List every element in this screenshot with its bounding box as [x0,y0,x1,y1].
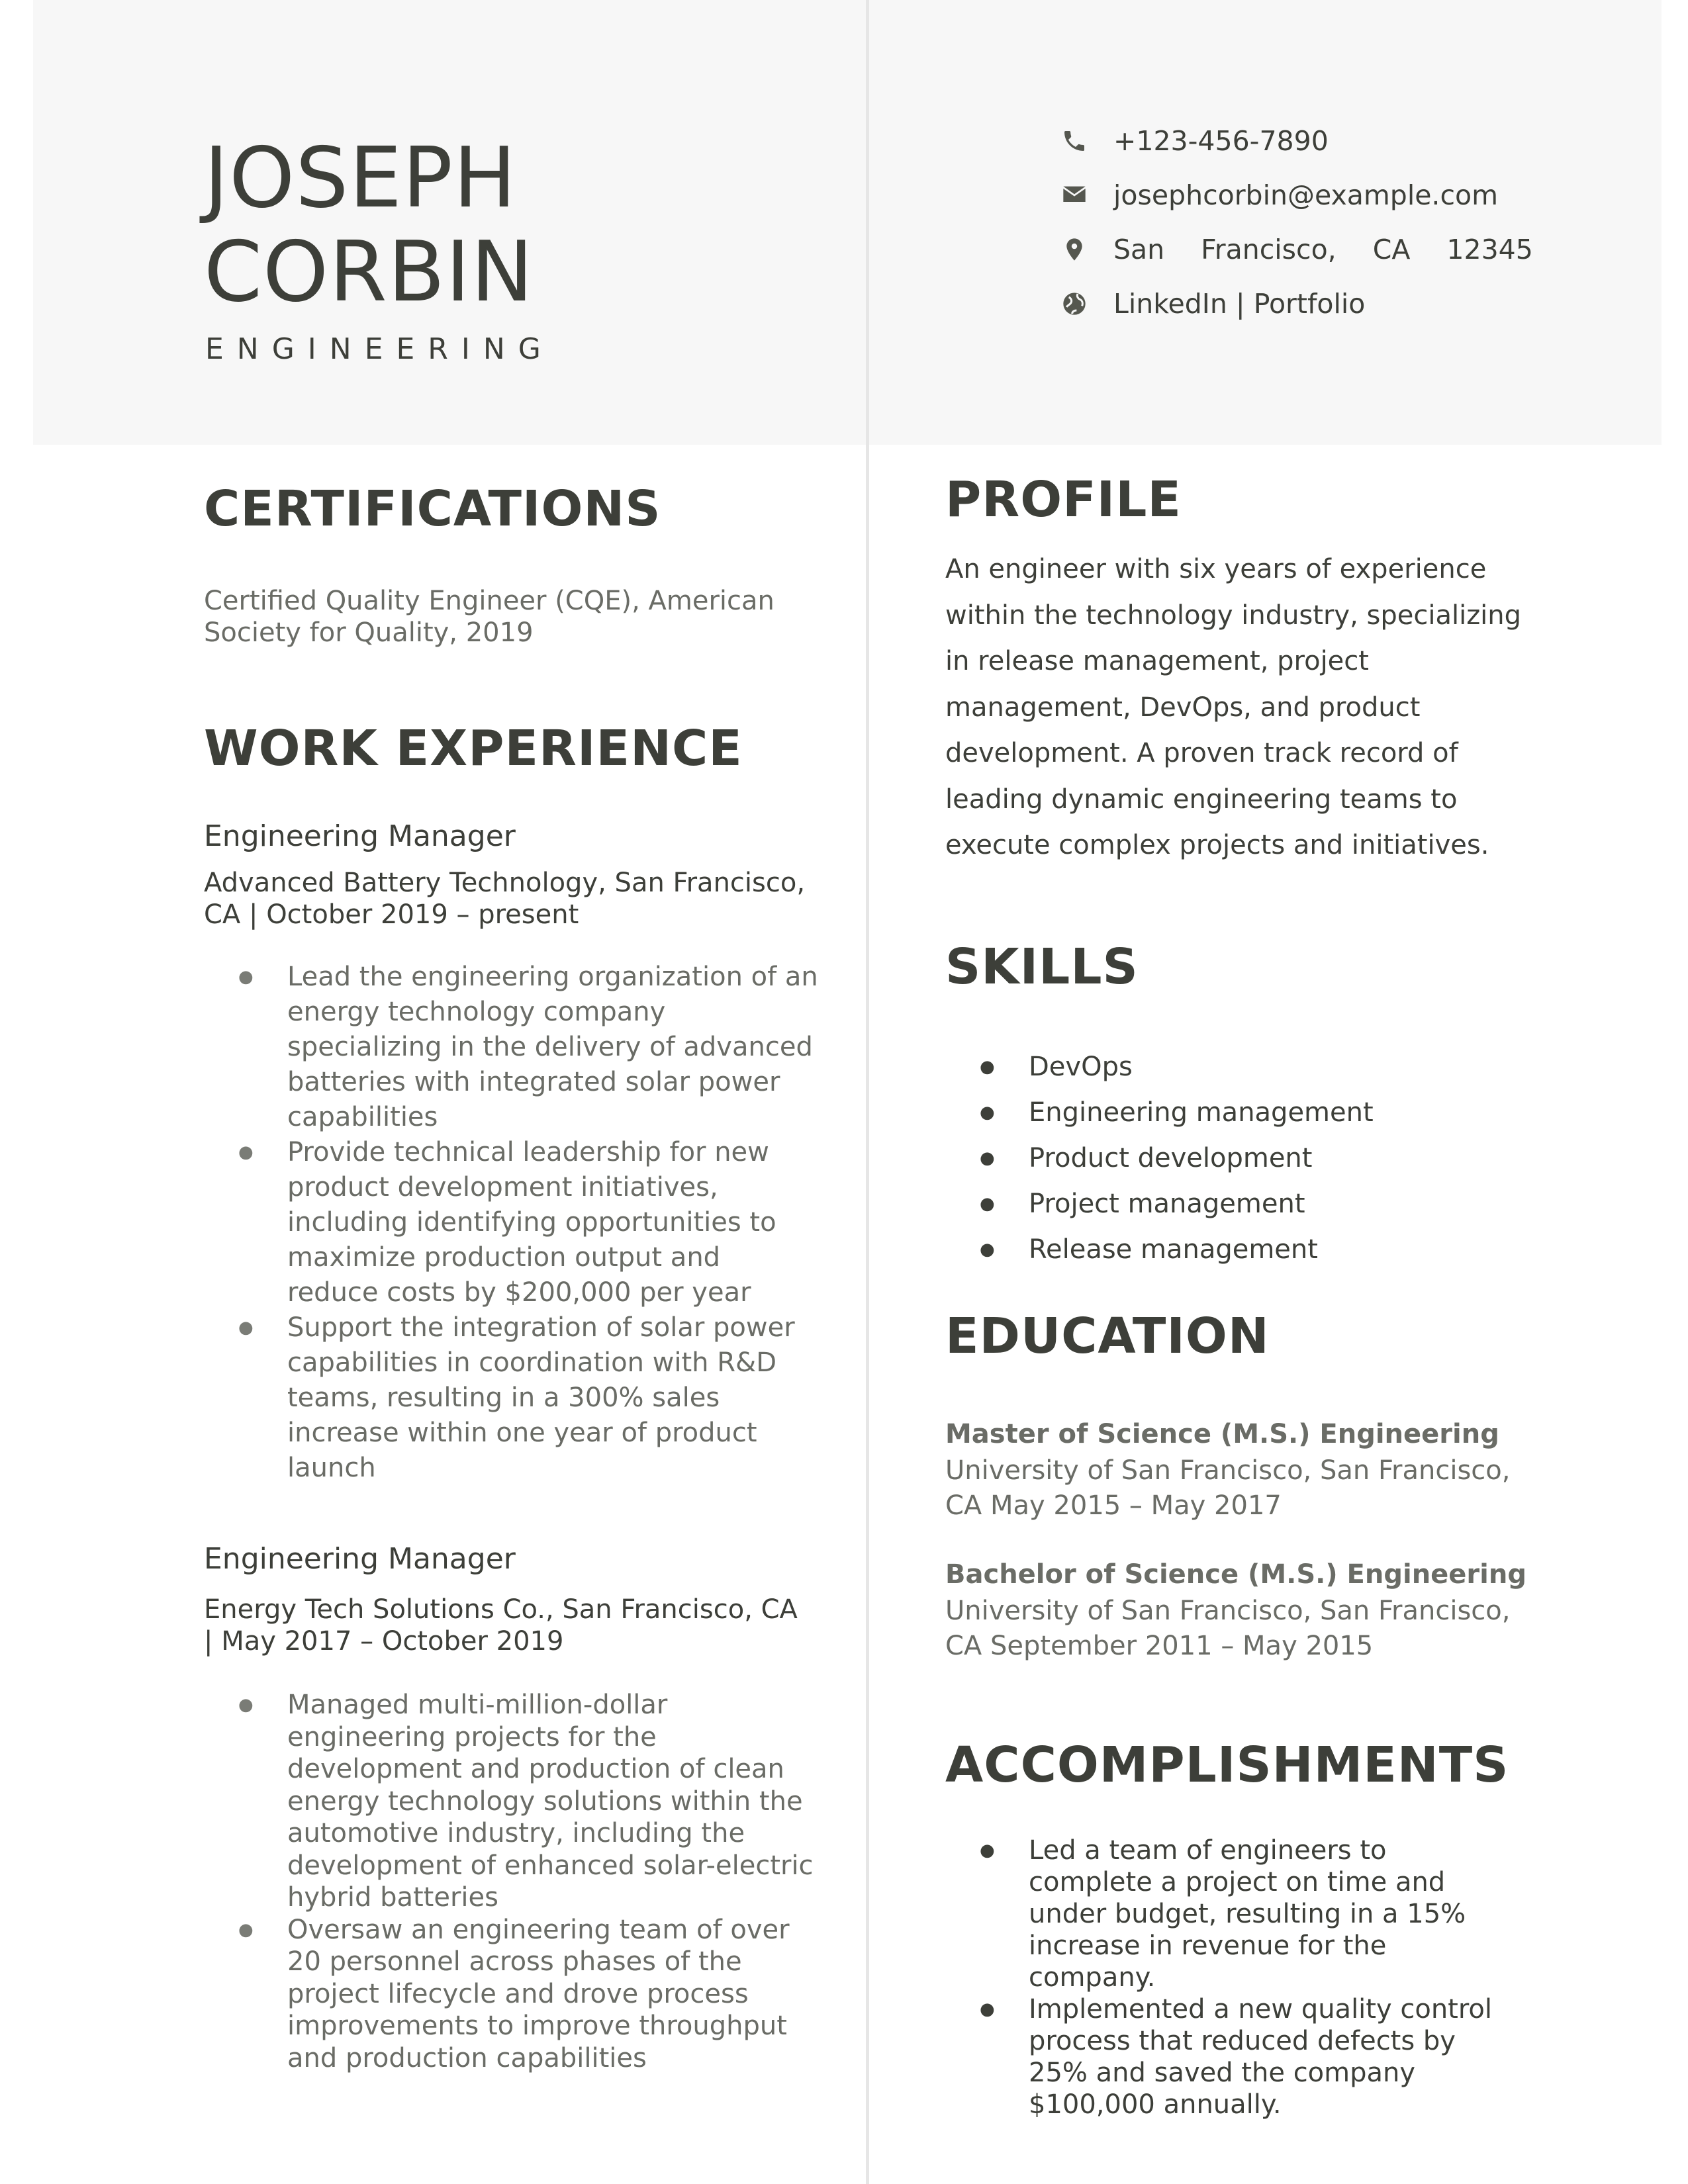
email-text[interactable]: josephcorbin@example.com [1113,179,1499,211]
bullet-line: specializing in the delivery of advanced [287,1032,813,1062]
globe-icon [1059,289,1090,319]
education-school [945,1453,1510,1524]
school-line: University of San Francisco, San Francisco, [945,1596,1511,1626]
profile-line: leading dynamic engineering teams to [945,784,1458,815]
list-item [204,1135,826,1310]
list-item: ● Engineering management [945,1090,1568,1136]
location-pin-icon [1059,234,1090,265]
bullet-line: launch [287,1453,376,1483]
school-line: CA May 2015 – May 2017 [945,1490,1282,1521]
bullet-line: improvements to improve throughput [287,2011,787,2041]
company-line: | May 2017 – October 2019 [204,1626,564,1657]
education-degree: Master of Science (M.S.) Engineering [945,1419,1499,1449]
bullet-line: ● Implemented a new quality control [1029,1994,1493,2025]
bullet-line: ● Provide technical leadership for new [287,1137,769,1167]
bullet-line: automotive industry, including the [287,1818,745,1848]
education-school [945,1594,1510,1664]
profile-line: management, DevOps, and product [945,692,1421,723]
list-item [945,1993,1568,2120]
last-name: CORBIN [204,223,534,320]
bullet-line: ● Oversaw an engineering team of over [287,1914,790,1945]
company-line: Energy Tech Solutions Co., San Francisco, CA [204,1594,798,1625]
first-name: JOSEPH [204,129,517,226]
certification-entry [204,585,774,649]
job-bullets [204,960,826,1486]
job-title: Engineering Manager [204,819,516,853]
bullet-line: under budget, resulting in a 15% [1029,1899,1466,1929]
profile-line: in release management, project [945,646,1369,676]
school-line: University of San Francisco, San Francisco, [945,1455,1511,1486]
contact-email [1059,168,1602,222]
job-title: Engineering Manager [204,1542,516,1576]
bullet-line: and production capabilities [287,2042,647,2073]
bullet-line: ● Lead the engineering organization of an [287,962,818,992]
list-item: ● Product development [945,1136,1568,1181]
bullet-line: 25% and saved the company [1029,2058,1416,2088]
bullet-line: ● Led a team of engineers to [1029,1835,1387,1866]
bullet-line: capabilities in coordination with R&D [287,1347,777,1378]
bullet-line: teams, resulting in a 300% sales [287,1383,720,1413]
company-line: Advanced Battery Technology, San Francisco, [204,868,806,898]
bullet-line: development of enhanced solar-electric [287,1850,814,1881]
list-item [204,1689,826,1914]
school-line: CA September 2011 – May 2015 [945,1631,1374,1661]
phone-icon [1059,126,1090,156]
bullet-line: increase within one year of product [287,1418,757,1448]
list-item: ● Project management [945,1181,1568,1227]
bullet-line: energy technology company [287,997,666,1027]
skills-heading: SKILLS [945,938,1139,995]
list-item: ● Release management [945,1227,1568,1273]
links-text[interactable]: LinkedIn | Portfolio [1113,288,1366,320]
profile-line: An engineer with six years of experience [945,554,1487,584]
bullet-line: ● Managed multi-million-dollar [287,1690,668,1720]
accomplishments-heading: ACCOMPLISHMENTS [945,1737,1509,1794]
certification-line: Society for Quality, 2019 [204,617,534,648]
bullet-line: energy technology solutions within the [287,1786,803,1817]
contact-links [1059,277,1602,331]
contact-location [1059,222,1602,277]
profile-line: execute complex projects and initiatives. [945,830,1489,860]
bullet-line: company. [1029,1962,1156,1993]
bullet-line: process that reduced defects by [1029,2026,1456,2056]
bullet-line: ● Support the integration of solar power [287,1312,795,1343]
location-text: San Francisco, CA 12345 [1113,234,1533,265]
work-experience-heading: WORK EXPERIENCE [204,720,743,777]
bullet-line: reduce costs by $200,000 per year [287,1277,751,1308]
certifications-heading: CERTIFICATIONS [204,480,661,537]
list-item [945,1835,1568,1993]
list-item: ● DevOps [945,1044,1568,1090]
bullet-line: hybrid batteries [287,1882,498,1913]
list-item [204,1310,826,1486]
certification-line: Certified Quality Engineer (CQE), American [204,586,774,616]
job-field-title: ENGINEERING [205,332,554,366]
bullet-line: increase in revenue for the [1029,1931,1387,1961]
bullet-line: 20 personnel across phases of the [287,1946,742,1977]
bullet-line: batteries with integrated solar power [287,1067,780,1097]
profile-line: development. A proven track record of [945,738,1458,768]
bullet-line: development and production of clean [287,1754,784,1784]
profile-summary [945,547,1568,869]
contact-block [1059,114,1602,331]
accomplishments-list [945,1835,1568,2120]
bullet-line: $100,000 annually. [1029,2089,1282,2120]
bullet-line: maximize production output and [287,1242,721,1273]
bullet-line: including identifying opportunities to [287,1207,776,1238]
column-divider [866,0,869,2184]
bullet-line: project lifecycle and drove process [287,1978,749,2009]
education-heading: EDUCATION [945,1308,1270,1365]
envelope-icon [1059,180,1090,210]
company-line: CA | October 2019 – present [204,899,579,930]
list-item [204,960,826,1135]
list-item [204,1914,826,2075]
bullet-line: product development initiatives, [287,1172,718,1203]
phone-text: +123-456-7890 [1113,125,1329,157]
profile-line: within the technology industry, specializing [945,600,1522,631]
candidate-name [204,131,534,319]
job-company [204,867,805,931]
job-company [204,1594,798,1657]
skills-list [945,1044,1568,1273]
bullet-line: engineering projects for the [287,1721,657,1752]
job-bullets [204,1689,826,2074]
bullet-line: capabilities [287,1102,438,1132]
education-degree: Bachelor of Science (M.S.) Engineering [945,1559,1526,1590]
bullet-line: complete a project on time and [1029,1867,1446,1897]
contact-phone [1059,114,1602,168]
profile-heading: PROFILE [945,471,1182,528]
